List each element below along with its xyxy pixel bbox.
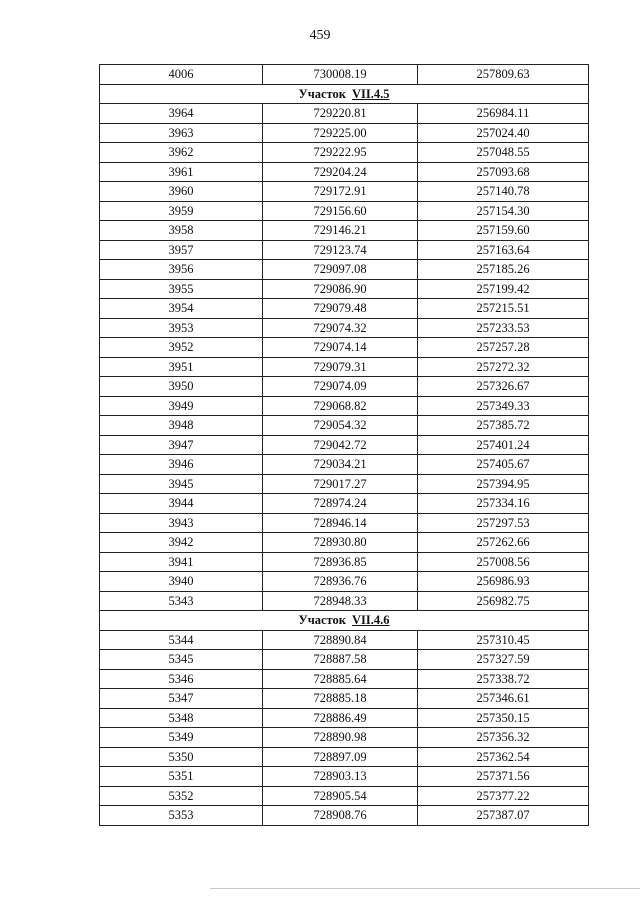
point-number-cell: 3958 xyxy=(100,221,263,241)
x-coordinate-cell: 729074.09 xyxy=(263,377,418,397)
table-row xyxy=(100,689,589,709)
y-coordinate-cell: 257163.64 xyxy=(418,240,589,260)
x-coordinate-cell: 729204.24 xyxy=(263,162,418,182)
x-coordinate-cell: 729225.00 xyxy=(263,123,418,143)
page-number: 459 xyxy=(309,28,331,43)
section-header xyxy=(100,611,589,631)
x-coordinate-cell: 728887.58 xyxy=(263,650,418,670)
table-row xyxy=(100,591,589,611)
point-number-cell: 3959 xyxy=(100,201,263,221)
table-row xyxy=(100,143,589,163)
y-coordinate-cell: 256986.93 xyxy=(418,572,589,592)
y-coordinate-cell: 257809.63 xyxy=(418,65,589,85)
x-coordinate-cell: 728890.84 xyxy=(263,630,418,650)
point-number-cell: 5350 xyxy=(100,747,263,767)
x-coordinate-cell: 728886.49 xyxy=(263,708,418,728)
section-header-row xyxy=(100,611,589,631)
y-coordinate-cell: 257048.55 xyxy=(418,143,589,163)
y-coordinate-cell: 257350.15 xyxy=(418,708,589,728)
table-row xyxy=(100,182,589,202)
point-number-cell: 5351 xyxy=(100,767,263,787)
y-coordinate-cell: 257362.54 xyxy=(418,747,589,767)
x-coordinate-cell: 728974.24 xyxy=(263,494,418,514)
table-row xyxy=(100,474,589,494)
x-coordinate-cell: 728930.80 xyxy=(263,533,418,553)
x-coordinate-cell: 729074.32 xyxy=(263,318,418,338)
point-number-cell: 5347 xyxy=(100,689,263,709)
table-row xyxy=(100,435,589,455)
x-coordinate-cell: 729220.81 xyxy=(263,104,418,124)
y-coordinate-cell: 257185.26 xyxy=(418,260,589,280)
table-row xyxy=(100,747,589,767)
table-row xyxy=(100,669,589,689)
y-coordinate-cell: 257093.68 xyxy=(418,162,589,182)
y-coordinate-cell: 257159.60 xyxy=(418,221,589,241)
point-number-cell: 4006 xyxy=(100,65,263,85)
table-row xyxy=(100,201,589,221)
x-coordinate-cell: 728905.54 xyxy=(263,786,418,806)
y-coordinate-cell: 257334.16 xyxy=(418,494,589,514)
x-coordinate-cell: 728936.85 xyxy=(263,552,418,572)
table-row xyxy=(100,65,589,85)
table-row xyxy=(100,162,589,182)
y-coordinate-cell: 256982.75 xyxy=(418,591,589,611)
x-coordinate-cell: 729172.91 xyxy=(263,182,418,202)
y-coordinate-cell: 257377.22 xyxy=(418,786,589,806)
x-coordinate-cell: 729042.72 xyxy=(263,435,418,455)
y-coordinate-cell: 257349.33 xyxy=(418,396,589,416)
table-row xyxy=(100,221,589,241)
y-coordinate-cell: 257257.28 xyxy=(418,338,589,358)
x-coordinate-cell: 728908.76 xyxy=(263,806,418,826)
section-code: VII.4.6 xyxy=(351,613,390,628)
y-coordinate-cell: 257233.53 xyxy=(418,318,589,338)
table-row xyxy=(100,533,589,553)
table-row xyxy=(100,123,589,143)
point-number-cell: 3948 xyxy=(100,416,263,436)
point-number-cell: 3960 xyxy=(100,182,263,202)
y-coordinate-cell: 257356.32 xyxy=(418,728,589,748)
x-coordinate-cell: 729086.90 xyxy=(263,279,418,299)
point-number-cell: 3943 xyxy=(100,513,263,533)
point-number-cell: 3963 xyxy=(100,123,263,143)
point-number-cell: 5353 xyxy=(100,806,263,826)
y-coordinate-cell: 257405.67 xyxy=(418,455,589,475)
table-row xyxy=(100,806,589,826)
table-row xyxy=(100,104,589,124)
table-row xyxy=(100,240,589,260)
y-coordinate-cell: 257008.56 xyxy=(418,552,589,572)
point-number-cell: 3944 xyxy=(100,494,263,514)
x-coordinate-cell: 728885.18 xyxy=(263,689,418,709)
point-number-cell: 5343 xyxy=(100,591,263,611)
table-row xyxy=(100,630,589,650)
y-coordinate-cell: 256984.11 xyxy=(418,104,589,124)
coordinates-table xyxy=(99,64,589,826)
table-row xyxy=(100,357,589,377)
x-coordinate-cell: 728936.76 xyxy=(263,572,418,592)
y-coordinate-cell: 257215.51 xyxy=(418,299,589,319)
y-coordinate-cell: 257385.72 xyxy=(418,416,589,436)
page-bottom-rule xyxy=(210,888,640,889)
point-number-cell: 3957 xyxy=(100,240,263,260)
x-coordinate-cell: 728897.09 xyxy=(263,747,418,767)
point-number-cell: 3952 xyxy=(100,338,263,358)
section-header-row xyxy=(100,84,589,104)
table-row xyxy=(100,513,589,533)
y-coordinate-cell: 257387.07 xyxy=(418,806,589,826)
x-coordinate-cell: 730008.19 xyxy=(263,65,418,85)
x-coordinate-cell: 728903.13 xyxy=(263,767,418,787)
point-number-cell: 5352 xyxy=(100,786,263,806)
table-row xyxy=(100,416,589,436)
y-coordinate-cell: 257199.42 xyxy=(418,279,589,299)
x-coordinate-cell: 729054.32 xyxy=(263,416,418,436)
point-number-cell: 3953 xyxy=(100,318,263,338)
table-row xyxy=(100,494,589,514)
section-label: Участок xyxy=(298,613,346,628)
y-coordinate-cell: 257024.40 xyxy=(418,123,589,143)
point-number-cell: 3949 xyxy=(100,396,263,416)
point-number-cell: 3950 xyxy=(100,377,263,397)
coordinates-table-body xyxy=(100,65,589,826)
y-coordinate-cell: 257327.59 xyxy=(418,650,589,670)
point-number-cell: 5346 xyxy=(100,669,263,689)
point-number-cell: 5349 xyxy=(100,728,263,748)
table-row xyxy=(100,767,589,787)
x-coordinate-cell: 729146.21 xyxy=(263,221,418,241)
table-row xyxy=(100,318,589,338)
y-coordinate-cell: 257154.30 xyxy=(418,201,589,221)
x-coordinate-cell: 729074.14 xyxy=(263,338,418,358)
table-row xyxy=(100,260,589,280)
table-row xyxy=(100,455,589,475)
y-coordinate-cell: 257297.53 xyxy=(418,513,589,533)
point-number-cell: 3962 xyxy=(100,143,263,163)
x-coordinate-cell: 729097.08 xyxy=(263,260,418,280)
table-row xyxy=(100,279,589,299)
point-number-cell: 3946 xyxy=(100,455,263,475)
y-coordinate-cell: 257310.45 xyxy=(418,630,589,650)
y-coordinate-cell: 257394.95 xyxy=(418,474,589,494)
table-row xyxy=(100,377,589,397)
point-number-cell: 5348 xyxy=(100,708,263,728)
section-header xyxy=(100,84,589,104)
y-coordinate-cell: 257140.78 xyxy=(418,182,589,202)
y-coordinate-cell: 257262.66 xyxy=(418,533,589,553)
point-number-cell: 3947 xyxy=(100,435,263,455)
y-coordinate-cell: 257346.61 xyxy=(418,689,589,709)
table-row xyxy=(100,572,589,592)
point-number-cell: 3956 xyxy=(100,260,263,280)
point-number-cell: 3940 xyxy=(100,572,263,592)
y-coordinate-cell: 257272.32 xyxy=(418,357,589,377)
x-coordinate-cell: 729017.27 xyxy=(263,474,418,494)
point-number-cell: 3942 xyxy=(100,533,263,553)
point-number-cell: 5345 xyxy=(100,650,263,670)
y-coordinate-cell: 257326.67 xyxy=(418,377,589,397)
x-coordinate-cell: 729123.74 xyxy=(263,240,418,260)
point-number-cell: 3945 xyxy=(100,474,263,494)
point-number-cell: 5344 xyxy=(100,630,263,650)
x-coordinate-cell: 729079.31 xyxy=(263,357,418,377)
section-code: VII.4.5 xyxy=(351,86,390,101)
table-row xyxy=(100,786,589,806)
point-number-cell: 3961 xyxy=(100,162,263,182)
x-coordinate-cell: 728948.33 xyxy=(263,591,418,611)
point-number-cell: 3951 xyxy=(100,357,263,377)
table-row xyxy=(100,299,589,319)
section-label: Участок xyxy=(298,86,346,101)
y-coordinate-cell: 257338.72 xyxy=(418,669,589,689)
table-row xyxy=(100,650,589,670)
x-coordinate-cell: 728946.14 xyxy=(263,513,418,533)
table-row xyxy=(100,552,589,572)
x-coordinate-cell: 728885.64 xyxy=(263,669,418,689)
y-coordinate-cell: 257401.24 xyxy=(418,435,589,455)
y-coordinate-cell: 257371.56 xyxy=(418,767,589,787)
point-number-cell: 3954 xyxy=(100,299,263,319)
x-coordinate-cell: 729068.82 xyxy=(263,396,418,416)
x-coordinate-cell: 729079.48 xyxy=(263,299,418,319)
point-number-cell: 3964 xyxy=(100,104,263,124)
table-row xyxy=(100,728,589,748)
x-coordinate-cell: 729034.21 xyxy=(263,455,418,475)
x-coordinate-cell: 729222.95 xyxy=(263,143,418,163)
table-row xyxy=(100,708,589,728)
x-coordinate-cell: 728890.98 xyxy=(263,728,418,748)
x-coordinate-cell: 729156.60 xyxy=(263,201,418,221)
table-row xyxy=(100,338,589,358)
point-number-cell: 3941 xyxy=(100,552,263,572)
table-row xyxy=(100,396,589,416)
point-number-cell: 3955 xyxy=(100,279,263,299)
